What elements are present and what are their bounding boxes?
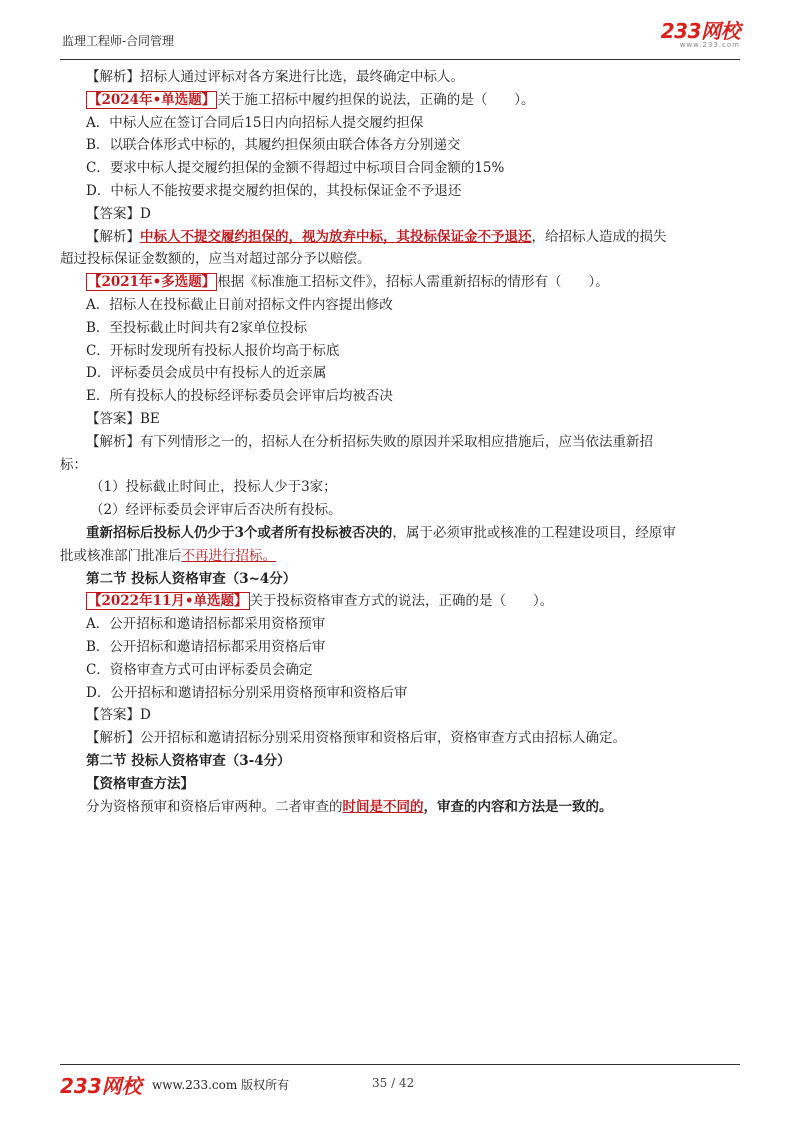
explanation-label: 【解析】: [86, 730, 140, 747]
label: 【解析】: [86, 69, 140, 85]
note-continued: [60, 545, 740, 568]
option-c: C．要求中标人提交履约担保的金额不得超过中标项目合同金额的15%: [86, 160, 505, 177]
answer-label: 【答案】: [86, 205, 140, 222]
bold-text: ，审查的内容和方法是一致的。: [423, 798, 613, 815]
document-title: 监理工程师-合同管理: [62, 34, 175, 48]
answer-value: D: [140, 205, 151, 222]
answer-value: D: [140, 707, 151, 724]
question-heading: [60, 590, 740, 613]
section-heading: 第二节 投标人资格审查（3~4分）: [86, 570, 297, 587]
answer: [60, 704, 740, 727]
highlight-text: 时间是不同的: [342, 798, 424, 815]
text: 招标人通过评标对各方案进行比选，最终确定中标人。: [140, 69, 464, 85]
text: 批或核准部门批准后: [60, 547, 182, 564]
page-number: 35 / 42: [372, 1076, 415, 1090]
question-text: 根据《标准施工招标文件》，招标人需重新招标的情形有（ ）。: [217, 274, 609, 291]
option-d: D．评标委员会成员中有投标人的近亲属: [86, 365, 327, 382]
text: 有下列情形之一的，招标人在分析招标失败的原因并采取相应措施后，应当依法重新招: [140, 433, 653, 450]
option-c: C．开标时发现所有投标人报价均高于标底: [86, 342, 340, 359]
option-b: B．至投标截止时间共有2家单位投标: [86, 319, 308, 336]
question-tag: 【2022年11月•单选题】: [88, 593, 248, 610]
footer-divider: [60, 1064, 740, 1065]
list-item: （1）投标截止时间止，投标人少于3家；: [90, 479, 337, 496]
answer-value: BE: [140, 410, 160, 427]
answer-label: 【答案】: [86, 410, 140, 427]
option-e: E．所有投标人的投标经评标委员会评审后均被否决: [86, 388, 393, 405]
option-b: B．公开招标和邀请招标都采用资格后审: [86, 638, 326, 655]
question-tag: 【2024年•单选题】: [88, 91, 216, 108]
text: 分为资格预审和资格后审两种。二者审查的: [86, 798, 343, 815]
page-footer: [60, 1070, 740, 1098]
option-a: A．中标人应在签订合同后15日内向招标人提交履约担保: [86, 114, 424, 131]
brand-logo: [661, 20, 740, 49]
question-tag: 【2021年•多选题】: [88, 274, 216, 291]
text: ，属于必须审批或核准的工程建设项目，经原审: [392, 524, 676, 541]
explanation: [60, 226, 740, 249]
footer-logo: 233网校: [60, 1074, 142, 1098]
paragraph: [60, 796, 740, 819]
answer: [60, 408, 740, 431]
explanation-continued: 超过投标保证金数额的，应当对超过部分予以赔偿。: [60, 251, 371, 268]
option-b: B．以联合体形式中标的，其履约担保须由联合体各方分别递交: [86, 137, 461, 154]
logo-url: www.233.com: [679, 41, 740, 49]
paragraph: [60, 66, 740, 89]
explanation: [60, 431, 740, 454]
option-c: C．资格审查方式可由评标委员会确定: [86, 661, 313, 678]
text: ，给招标人造成的损失: [531, 228, 667, 245]
option-d: D．中标人不能按要求提交履约担保的，其投标保证金不予退还: [86, 182, 462, 199]
text: 公开招标和邀请招标分别采用资格预审和资格后审，资格审查方式由招标人确定。: [140, 730, 626, 747]
option-a: A．招标人在投标截止日前对招标文件内容提出修改: [86, 296, 393, 313]
copyright-text: www.233.com 版权所有: [152, 1078, 290, 1092]
section-heading: 第二节 投标人资格审查（3-4分）: [86, 752, 291, 769]
question-heading: [60, 89, 740, 112]
explanation-label: 【解析】: [86, 228, 140, 245]
header-divider: [60, 59, 740, 60]
document-body: [60, 66, 740, 818]
explanation-continued: 标：: [60, 456, 87, 473]
highlight-text: 中标人不提交履约担保的，视为放弃中标，其投标保证金不予退还: [140, 228, 532, 245]
option-a: A．公开招标和邀请招标都采用资格预审: [86, 616, 326, 633]
question-heading: [60, 271, 740, 294]
question-text: 关于投标资格审查方式的说法，正确的是（ ）。: [249, 593, 554, 610]
explanation-label: 【解析】: [86, 433, 140, 450]
answer-label: 【答案】: [86, 707, 140, 724]
option-d: D．公开招标和邀请招标分别采用资格预审和资格后审: [86, 684, 408, 701]
highlight-text: 不再进行招标。: [181, 547, 276, 564]
explanation: [60, 727, 740, 750]
subsection-heading: 【资格审查方法】: [86, 775, 194, 792]
list-item: （2）经评标委员会评审后否决所有投标。: [90, 502, 342, 519]
question-text: 关于施工招标中履约担保的说法，正确的是（ ）。: [217, 91, 535, 108]
page-header: [60, 20, 740, 56]
logo-text: 233网校: [660, 19, 740, 43]
bold-text: 重新招标后投标人仍少于3个或者所有投标被否决的: [86, 524, 393, 541]
answer: [60, 203, 740, 226]
note: [60, 522, 740, 545]
